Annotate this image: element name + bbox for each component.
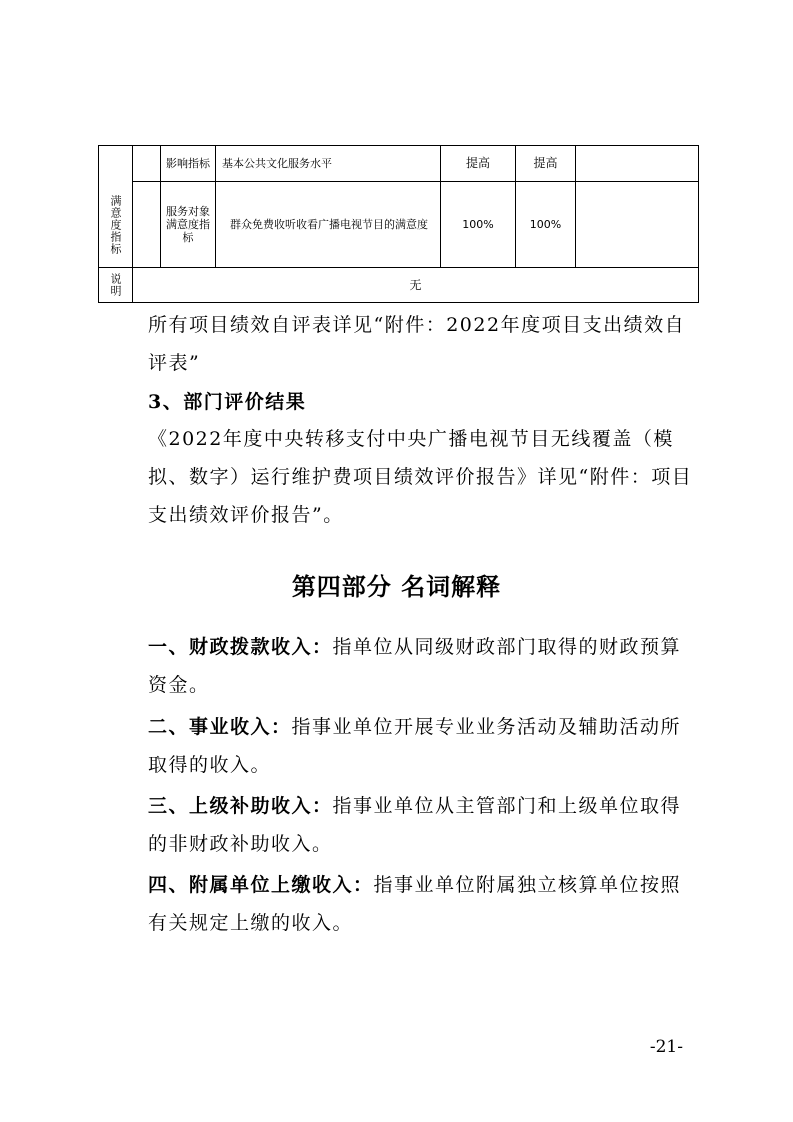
section-3-title-text: 3、部门评价结果 [148,391,307,413]
row2-category-right-blank [133,182,160,267]
row2-target: 100% [462,218,494,231]
section-3-title [108,383,698,421]
paragraph-self-evaluation-text: 所有项目绩效自评表详见“附件：2022年度项目支出绩效自评表” [148,314,686,374]
row2-category-cell [99,182,132,267]
row1-target: 提高 [465,156,490,170]
footer-label: 说明 [109,273,122,297]
row1-subcategory: 影响指标 [166,157,210,170]
term-definition [108,708,698,784]
row2-actual: 100% [529,218,562,231]
term-definition [108,628,698,704]
term-label: 二、事业收入： [148,716,292,738]
footer-value: 无 [409,277,422,292]
row2-indicator: 群众免费收听收看广播电视节目的满意度 [230,218,428,231]
table-col-divider [160,145,161,267]
row1-note [576,146,698,181]
term-text: 指单位从同级财政部门取得的财政预算资金。 [148,636,682,696]
term-label: 三、上级补助收入： [148,795,333,817]
term-label: 四、附属单位上缴收入： [148,874,374,896]
row2-category: 满意度指标 [109,194,122,255]
page-number: -21- [649,1037,683,1057]
row1-actual: 提高 [533,156,558,170]
row2-subcategory: 服务对象满意度指标 [166,205,210,244]
row2-note [576,182,698,267]
table-col-divider [215,145,216,267]
term-definition [108,866,698,942]
paragraph-evaluation-report [108,420,698,534]
table-border-bottom [98,302,699,303]
term-text: 指事业单位附属独立核算单位按照有关规定上缴的收入。 [148,874,682,934]
section-4-heading: 第四部分 名词解释 [291,572,502,601]
term-label: 一、财政拨款收入： [148,636,333,658]
footer-label-cell [99,268,132,302]
table-border-right [698,145,699,303]
paragraph-self-evaluation [108,306,698,382]
term-text: 指事业单位开展专业业务活动及辅助活动所取得的收入。 [148,716,682,776]
term-definition [108,787,698,863]
term-text: 指事业单位从主管部门和上级单位取得的非财政补助收入。 [148,795,682,855]
row1-indicator: 基本公共文化服务水平 [222,157,332,170]
performance-table [98,145,699,303]
paragraph-evaluation-report-text: 《2022年度中央转移支付中央广播电视节目无线覆盖（模拟、数字）运行维护费项目绩效评价报告》详见“附件：项目支出绩效评价报告”。 [148,428,693,526]
